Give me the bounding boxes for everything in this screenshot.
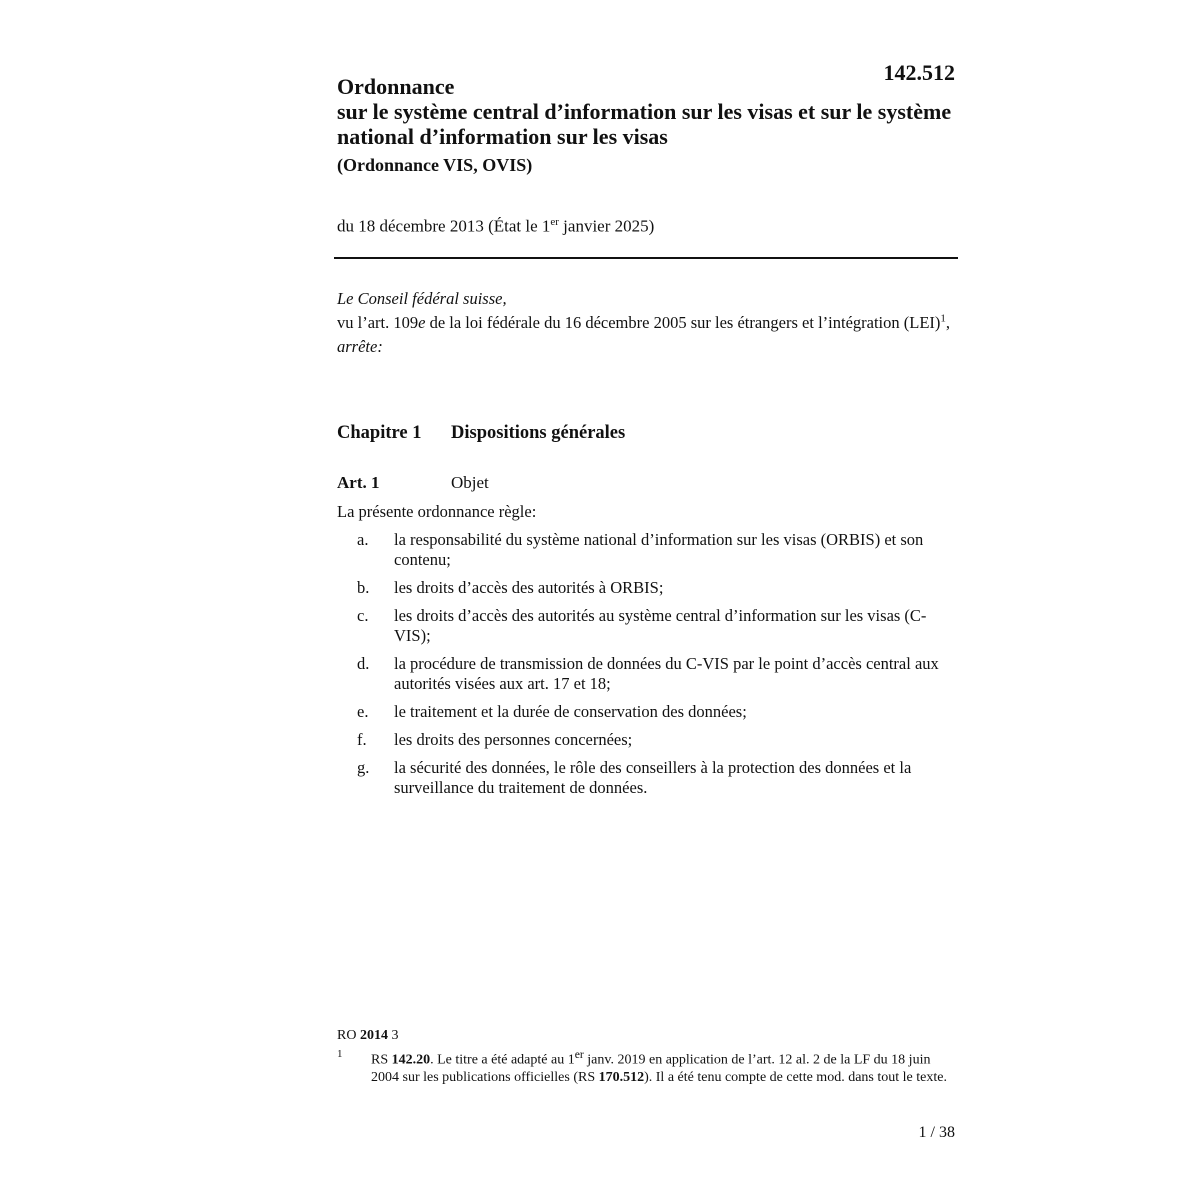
title-subject: sur le système central d’information sur les visas et sur le système national d’information sur les visas <box>337 99 952 149</box>
list-item-text: la responsabilité du système national d’information sur les visas (ORBIS) et son contenu; <box>394 530 924 569</box>
footnote <box>337 1046 947 1086</box>
list-item <box>337 578 957 598</box>
article-intro: La présente ordonnance règle: <box>337 502 537 521</box>
footnote-rs-ref-2: 170.512 <box>598 1069 645 1085</box>
legal-basis-italic-letter: e <box>418 313 426 332</box>
preamble-legal-basis <box>337 312 957 333</box>
legal-basis-end: , <box>945 313 951 332</box>
legal-basis-text-1: vu l’art. 109 <box>337 313 419 332</box>
list-item <box>337 530 957 570</box>
list-item-text: les droits des personnes concernées; <box>394 730 633 749</box>
list-item <box>337 654 957 694</box>
list-item-letter: g. <box>357 758 370 777</box>
footnote-text <box>371 1046 947 1086</box>
chapter-number: Chapitre 1 <box>337 423 422 443</box>
list-item <box>337 730 957 750</box>
article-heading <box>337 473 489 493</box>
preamble-decree: arrête: <box>337 337 383 356</box>
list-item <box>337 702 957 722</box>
list-item <box>337 758 957 798</box>
list-item-letter: f. <box>357 730 367 749</box>
date-line <box>337 216 654 237</box>
title-ordonnance: Ordonnance <box>337 74 455 99</box>
footnote-t3: janv. 2019 en application de l’art. 12 al. 2 de la LF du 18 juin 2004 sur les publications officielles (RS <box>371 1052 931 1085</box>
title-block <box>337 74 967 177</box>
list-item-letter: a. <box>357 530 369 549</box>
list-item-text: la procédure de transmission de données du C-VIS par le point d’accès central aux autorités visées aux art. 17 et 18; <box>394 654 939 693</box>
list-item-letter: e. <box>357 702 369 721</box>
footnote-reference-link[interactable]: 1 <box>940 312 946 325</box>
list-item-text: les droits d’accès des autorités à ORBIS; <box>394 578 664 597</box>
header-divider <box>334 257 958 259</box>
sr-number: 142.512 <box>883 60 955 85</box>
list-item-letter: c. <box>357 606 369 625</box>
footnote-superscript: er <box>574 1048 584 1061</box>
list-item-letter: b. <box>357 578 370 597</box>
article-title: Objet <box>451 473 489 492</box>
list-item <box>337 606 957 646</box>
list-item-text: la sécurité des données, le rôle des conseillers à la protection des données et la surveillance du traitement de données. <box>394 758 912 797</box>
list-item-letter: d. <box>357 654 370 673</box>
short-title: (Ordonnance VIS, OVIS) <box>337 155 533 175</box>
footnote-number: 1 <box>337 1048 343 1060</box>
date-superscript: er <box>550 216 559 228</box>
legal-basis-text-2: de la loi fédérale du 16 décembre 2005 sur les étrangers et l’intégration (LEI) <box>425 313 941 332</box>
preamble-authority: Le Conseil fédéral suisse, <box>337 289 507 308</box>
list-item-text: le traitement et la durée de conservation des données; <box>394 702 747 721</box>
chapter-title: Dispositions générales <box>451 423 626 443</box>
ro-reference <box>337 1028 398 1044</box>
article-items-list <box>337 530 957 806</box>
ro-year: 2014 <box>359 1028 388 1043</box>
date-prefix: du 18 décembre 2013 (État le 1 <box>337 216 551 236</box>
footnote-t4: ). Il a été tenu compte de cette mod. dans tout le texte. <box>644 1069 947 1085</box>
footnote-t2: . Le titre a été adapté au 1 <box>430 1052 575 1068</box>
preamble <box>337 288 957 360</box>
chapter-heading <box>337 423 625 444</box>
list-item-text: les droits d’accès des autorités au système central d’information sur les visas (C-VIS); <box>394 606 927 645</box>
page-number: 1 / 38 <box>918 1124 955 1141</box>
ro-suffix: 3 <box>387 1028 399 1043</box>
date-suffix: janvier 2025) <box>558 216 655 236</box>
ro-prefix: RO <box>337 1028 360 1043</box>
footnote-t1: RS <box>371 1052 392 1068</box>
footnote-rs-ref-1: 142.20 <box>391 1052 431 1068</box>
article-number: Art. 1 <box>337 473 380 492</box>
